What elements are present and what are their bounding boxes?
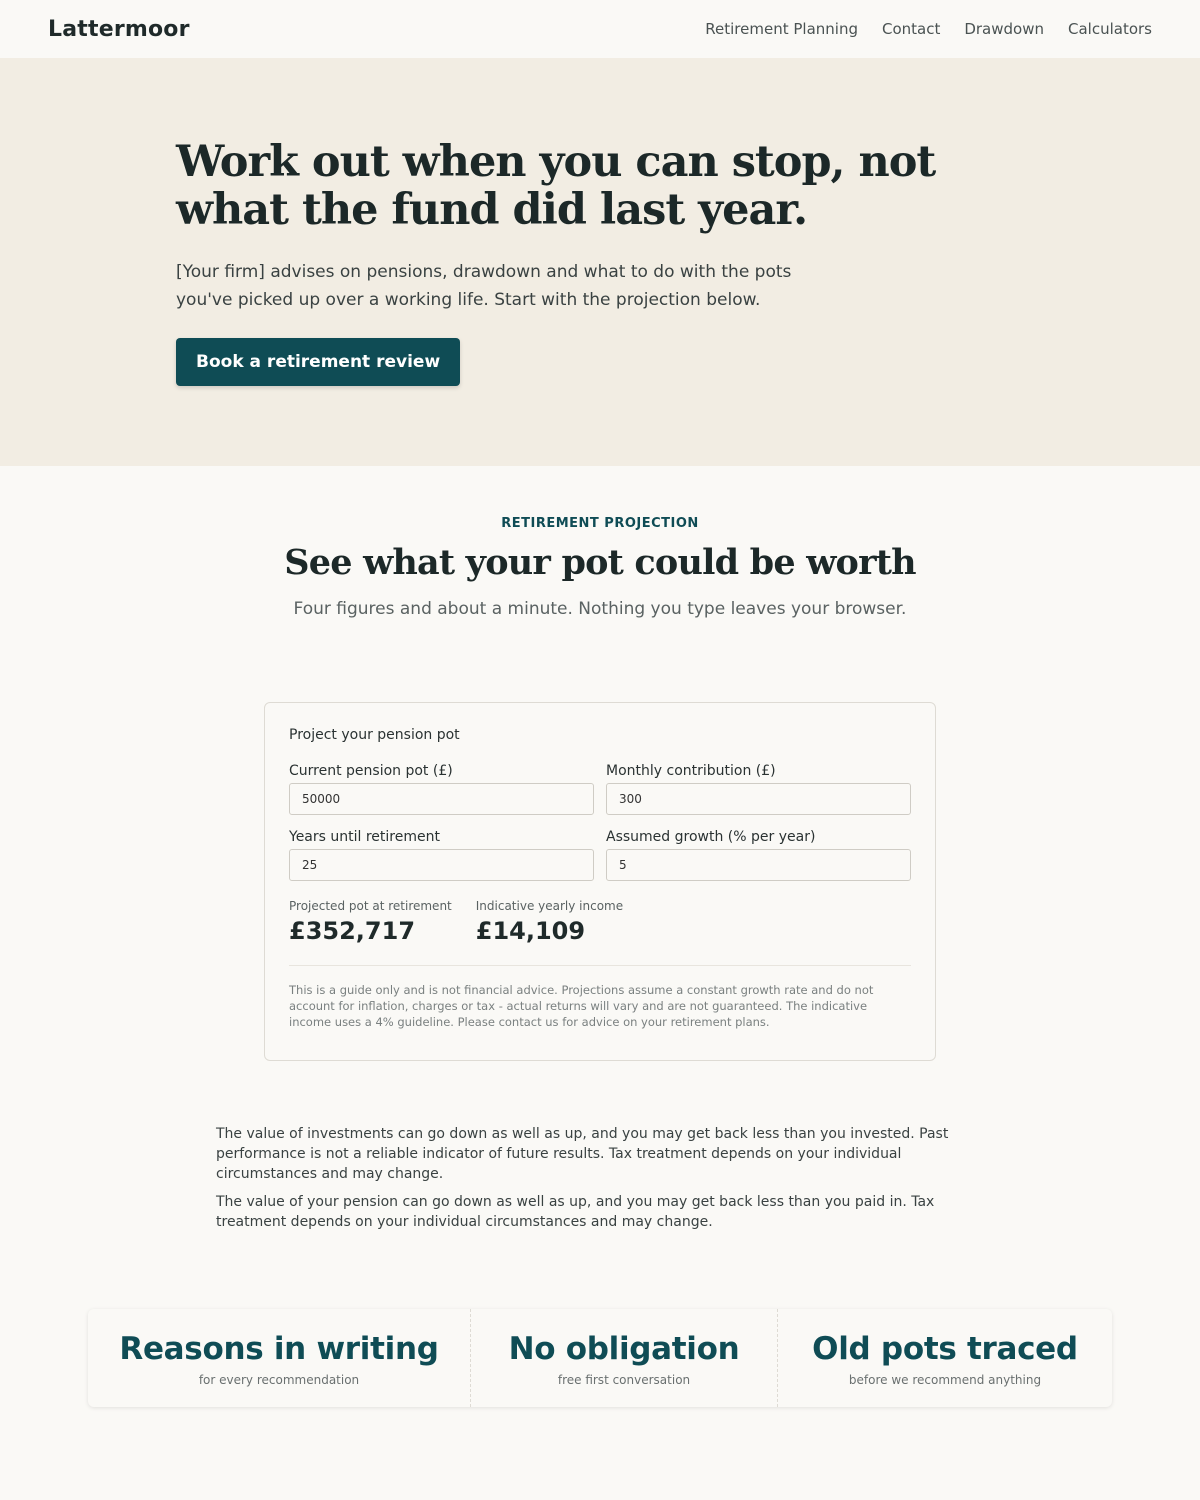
nav-calculators[interactable]: Calculators (1068, 20, 1152, 38)
section-title: See what your pot could be worth (284, 542, 916, 583)
trust-heading: Old pots traced (812, 1331, 1078, 1367)
trust-item-reasons (88, 1309, 470, 1407)
projected-pot-value: £352,717 (289, 917, 416, 945)
field-current-pot (289, 763, 594, 815)
nav-contact[interactable]: Contact (881, 20, 941, 38)
book-review-button[interactable]: Book a retirement review (176, 338, 460, 386)
trust-subtext: free first conversation (557, 1373, 691, 1387)
hero-body: [Your firm] advises on pensions, drawdown and what to do with the pots you've picked up over a working life. Start with the projection below. (176, 262, 792, 310)
trust-heading: No obligation (508, 1331, 740, 1367)
yearly-income-label: Indicative yearly income (475, 899, 624, 913)
field-assumed-growth (606, 829, 911, 881)
calculator-results (289, 899, 911, 945)
yearly-income-value: £14,109 (475, 917, 586, 945)
calculator-disclaimer: This is a guide only and is not financial advice. Projections assume a constant growth rate and do not account for inflation, charges or tax - actual returns will vary and are not guaranteed. The indicative income uses a 4% guideline. Please contact us for advice on your retirement plans. (289, 983, 874, 1029)
result-yearly-income (476, 899, 623, 945)
assumed-growth-input[interactable] (606, 849, 911, 881)
projected-pot-label: Projected pot at retirement (289, 899, 452, 913)
calculator-title: Project your pension pot (289, 727, 460, 743)
monthly-contribution-input[interactable] (606, 783, 911, 815)
calculator-divider (289, 965, 911, 966)
nav-drawdown[interactable]: Drawdown (964, 20, 1044, 38)
pension-calculator-card (264, 702, 936, 1061)
pension-risk-warning: The value of your pension can go down as well as up, and you may get back less than you paid in. Tax treatment depends on your individual circumstances and may change. (216, 1194, 935, 1230)
trust-item-obligation (470, 1309, 777, 1407)
trust-subtext: for every recommendation (198, 1373, 360, 1387)
investment-risk-warning: The value of investments can go down as well as up, and you may get back less than you invested. Past performance is not a reliable indicator of future results. Tax treatment depends on your individual circumstances and may change. (216, 1126, 949, 1182)
main-nav (705, 20, 1152, 38)
assumed-growth-label: Assumed growth (% per year) (606, 829, 816, 845)
hero-headline: Work out when you can stop, not what the fund did last year. (176, 137, 936, 235)
result-projected-pot (289, 899, 452, 945)
current-pot-label: Current pension pot (£) (289, 763, 453, 779)
years-until-retirement-label: Years until retirement (289, 829, 440, 845)
site-header (0, 0, 1200, 58)
years-until-retirement-input[interactable] (289, 849, 594, 881)
calculator-fields (289, 763, 911, 881)
field-monthly-contribution (606, 763, 911, 815)
trust-subtext: before we recommend anything (848, 1373, 1042, 1387)
section-subtitle: Four figures and about a minute. Nothing you type leaves your browser. (293, 599, 907, 619)
section-eyebrow: RETIREMENT PROJECTION (501, 516, 699, 531)
trust-item-pots-traced (777, 1309, 1112, 1407)
brand-logo[interactable]: Lattermoor (48, 16, 190, 42)
projection-intro (0, 466, 1200, 619)
risk-warnings (216, 1124, 996, 1240)
field-years-until-retirement (289, 829, 594, 881)
nav-retirement-planning[interactable]: Retirement Planning (705, 20, 858, 38)
trust-strip (88, 1309, 1112, 1407)
hero-section (0, 58, 1200, 466)
trust-heading: Reasons in writing (119, 1331, 439, 1367)
monthly-contribution-label: Monthly contribution (£) (606, 763, 776, 779)
current-pot-input[interactable] (289, 783, 594, 815)
